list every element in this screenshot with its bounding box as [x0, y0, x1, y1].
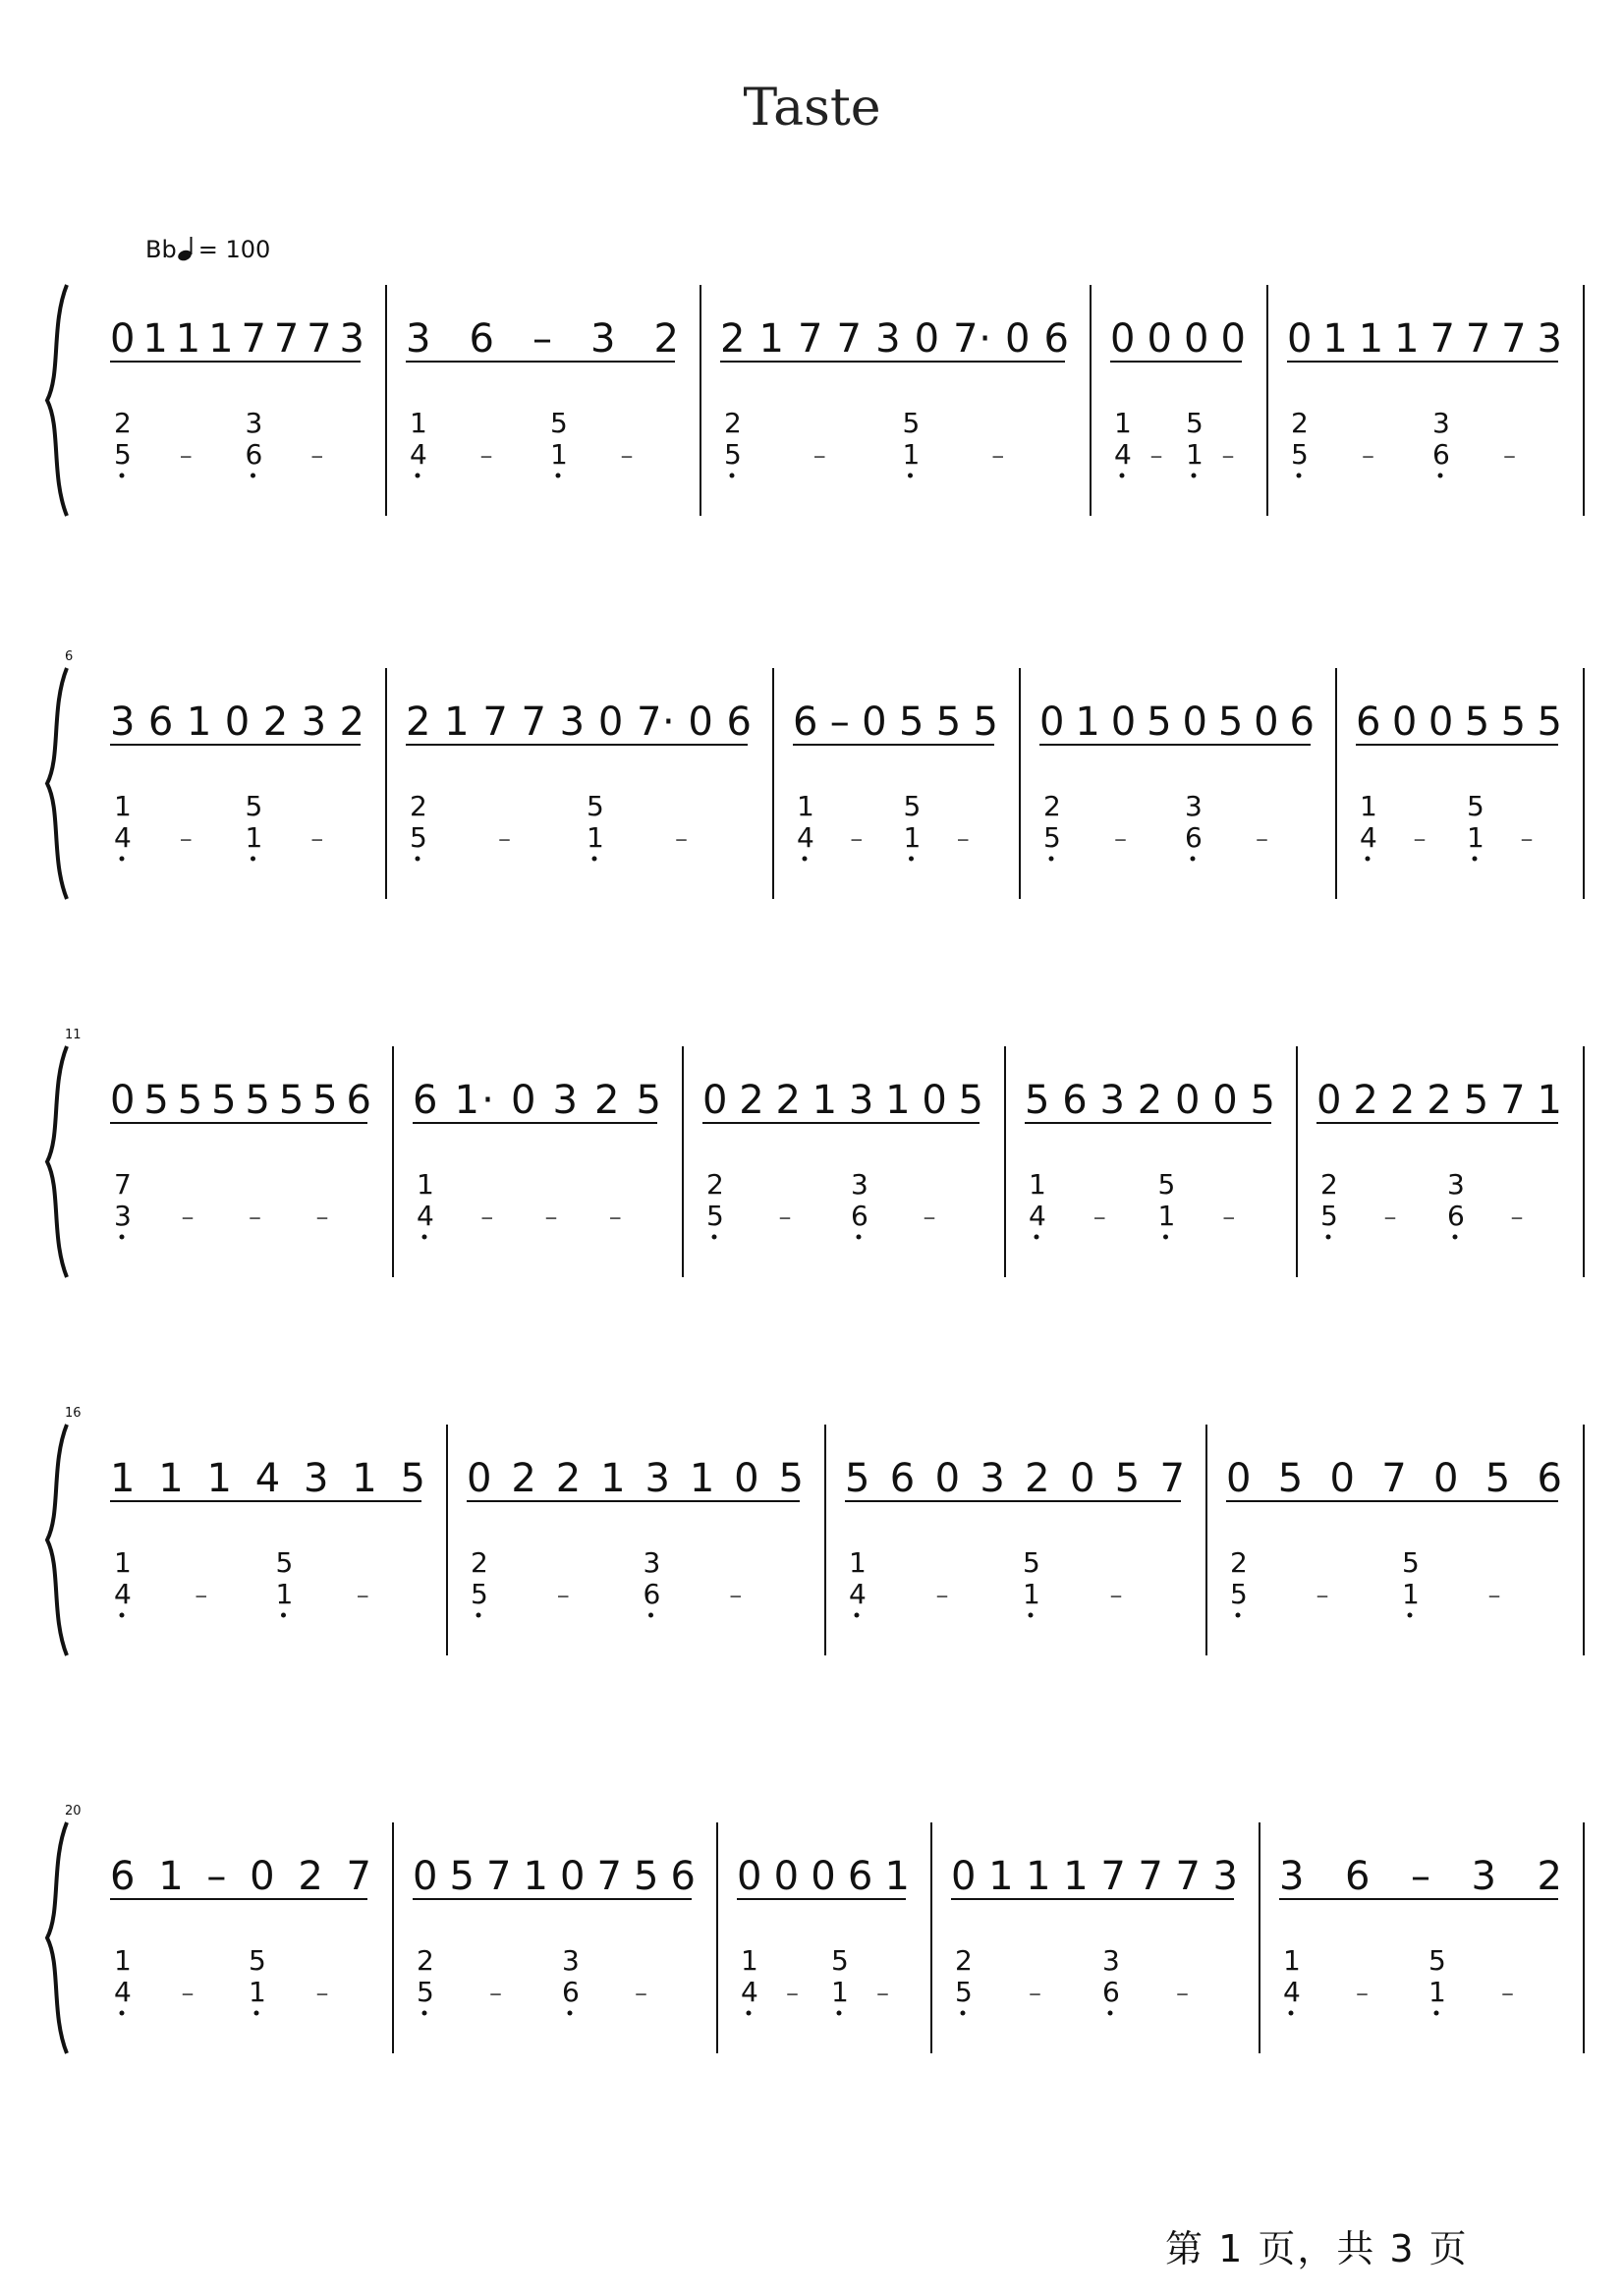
sustain-dash: –	[635, 1979, 647, 2008]
bass-upper-note: 3	[643, 1546, 661, 1579]
bass-upper-note: 5	[275, 1546, 294, 1579]
bass-lower-note: 1	[245, 821, 263, 854]
sustain-dash: –	[498, 824, 511, 854]
sustain-dash: –	[620, 441, 634, 471]
bass-lower-note: 5	[114, 438, 132, 471]
bass-upper-note: 2	[724, 407, 742, 439]
octave-dot	[1192, 474, 1197, 478]
sustain-dash: –	[479, 441, 493, 471]
octave-dot	[1163, 1235, 1168, 1240]
bass-lower-note: 1	[902, 438, 921, 471]
bass-upper-note: 5	[587, 790, 604, 822]
bass-lower-note: 4	[114, 1976, 132, 2008]
octave-dot	[251, 474, 255, 478]
sustain-dash: –	[935, 1581, 949, 1610]
bass-upper-note: 2	[417, 1944, 434, 1977]
bass-upper-note: 2	[410, 790, 427, 822]
octave-dot	[908, 474, 913, 478]
bass-upper-note: 2	[471, 1546, 488, 1579]
sustain-dash: –	[778, 1203, 792, 1232]
bass-upper-note: 1	[741, 1944, 758, 1977]
sustain-dash: –	[923, 1203, 936, 1232]
bass-upper-note: 3	[245, 407, 263, 439]
sustain-dash: –	[310, 441, 324, 471]
bass-lower-note: 5	[1230, 1578, 1248, 1610]
sustain-dash: –	[1510, 1203, 1524, 1232]
octave-dot	[416, 474, 420, 478]
sustain-dash: –	[249, 1203, 261, 1232]
melody-notes: 6 0 0 5 5 5	[1356, 700, 1562, 745]
bass-upper-note: 1	[1283, 1944, 1301, 1977]
bass-upper-note: 5	[902, 407, 921, 439]
bass-lower-note: 1	[1023, 1578, 1040, 1610]
sustain-dash: –	[544, 1203, 558, 1232]
bass-lower-note: 4	[114, 821, 132, 854]
bass-lower-note: 6	[1102, 1976, 1120, 2008]
sustain-dash: –	[876, 1979, 889, 2008]
bass-lower-note: 4	[1114, 438, 1132, 471]
sustain-dash: –	[1222, 1203, 1236, 1232]
bass-lower-note: 1	[903, 821, 922, 854]
measure-number: 16	[65, 1406, 82, 1421]
bass-lower-note: 6	[643, 1578, 661, 1610]
melody-notes: 0 2 2 1 3 1 0 5	[467, 1456, 804, 1501]
bass-lower-note: 1	[1157, 1200, 1176, 1232]
octave-dot	[1049, 857, 1054, 862]
bass-lower-note: 6	[1185, 821, 1203, 854]
bass-lower-note: 4	[1360, 821, 1377, 854]
octave-dot	[120, 474, 125, 478]
sustain-dash: –	[850, 824, 864, 854]
bass-upper-note: 2	[706, 1168, 724, 1201]
octave-dot	[1289, 2011, 1294, 2016]
sustain-dash: –	[181, 1203, 195, 1232]
octave-dot	[1120, 474, 1125, 478]
sustain-dash: –	[608, 1203, 622, 1232]
sustain-dash: –	[1176, 1979, 1189, 2008]
octave-dot	[251, 857, 255, 862]
melody-notes: 2 1 7 7 3 0 7· 0 6	[720, 316, 1069, 362]
octave-dot	[855, 1613, 860, 1618]
bass-upper-note: 3	[1102, 1944, 1120, 1977]
bass-upper-note: 1	[114, 1944, 132, 1977]
sustain-dash: –	[179, 824, 193, 854]
bass-upper-note: 5	[249, 1944, 266, 1977]
melody-notes: 3 6 1 0 2 3 2	[110, 700, 364, 745]
melody-notes: 0 0 0 6 1	[737, 1854, 910, 1899]
sustain-dash: –	[1114, 824, 1127, 854]
bass-upper-note: 5	[1023, 1546, 1040, 1579]
bass-lower-note: 6	[245, 438, 263, 471]
bass-lower-note: 6	[851, 1200, 868, 1232]
octave-dot	[909, 857, 914, 862]
octave-dot	[730, 474, 735, 478]
sustain-dash: –	[480, 1203, 494, 1232]
melody-notes: 0 2 2 2 5 7 1	[1316, 1078, 1562, 1123]
bass-lower-note: 5	[1043, 821, 1061, 854]
bass-upper-note: 5	[1157, 1168, 1176, 1201]
octave-dot	[1408, 1613, 1413, 1618]
octave-dot	[1438, 474, 1443, 478]
sustain-dash: –	[179, 441, 193, 471]
octave-dot	[857, 1235, 862, 1240]
score-title: Taste	[743, 79, 881, 138]
melody-notes: 3 6 – 3 2	[1279, 1854, 1562, 1899]
octave-dot	[747, 2011, 752, 2016]
octave-dot	[120, 2011, 125, 2016]
sustain-dash: –	[956, 824, 970, 854]
melody-notes: 6 1· 0 3 2 5	[413, 1078, 661, 1123]
bass-upper-note: 5	[1467, 790, 1484, 822]
octave-dot	[422, 1235, 427, 1240]
melody-notes: 5 6 3 2 0 0 5	[1025, 1078, 1275, 1123]
sustain-dash: –	[1413, 824, 1427, 854]
octave-dot	[281, 1613, 286, 1618]
key-signature: Bb	[145, 236, 177, 263]
bass-upper-note: 5	[831, 1944, 849, 1977]
octave-dot	[1236, 1613, 1241, 1618]
grand-staff-brace	[47, 1425, 67, 1655]
octave-dot	[568, 2011, 573, 2016]
sustain-dash: –	[786, 1979, 799, 2008]
octave-dot	[1453, 1235, 1458, 1240]
sustain-dash: –	[1256, 824, 1268, 854]
melody-notes: 3 6 – 3 2	[406, 316, 679, 362]
sustain-dash: –	[812, 441, 826, 471]
octave-dot	[254, 2011, 259, 2016]
sustain-dash: –	[991, 441, 1005, 471]
bass-lower-note: 5	[1291, 438, 1309, 471]
bass-upper-note: 1	[797, 790, 814, 822]
octave-dot	[837, 2011, 842, 2016]
bass-lower-note: 5	[417, 1976, 434, 2008]
bass-lower-note: 1	[587, 821, 604, 854]
bass-upper-note: 3	[1185, 790, 1203, 822]
bass-lower-note: 4	[797, 821, 814, 854]
octave-dot	[592, 857, 597, 862]
octave-dot	[961, 2011, 966, 2016]
bass-lower-note: 1	[550, 438, 568, 471]
bass-lower-note: 4	[1283, 1976, 1301, 2008]
grand-staff-brace	[47, 668, 67, 899]
grand-staff-brace	[47, 1822, 67, 2053]
bass-upper-note: 2	[114, 407, 132, 439]
bass-lower-note: 4	[741, 1976, 758, 2008]
bass-lower-note: 5	[471, 1578, 488, 1610]
sustain-dash: –	[729, 1581, 743, 1610]
sustain-dash: –	[675, 824, 688, 854]
sustain-dash: –	[1501, 1979, 1514, 2008]
bass-upper-note: 1	[417, 1168, 434, 1201]
octave-dot	[1473, 857, 1478, 862]
bass-upper-note: 1	[114, 1546, 132, 1579]
bass-lower-note: 1	[249, 1976, 266, 2008]
bass-lower-note: 1	[1402, 1578, 1420, 1610]
bass-upper-note: 5	[903, 790, 922, 822]
octave-dot	[1029, 1613, 1034, 1618]
bass-lower-note: 5	[955, 1976, 973, 2008]
bass-upper-note: 1	[1360, 790, 1377, 822]
sustain-dash: –	[1362, 441, 1374, 471]
melody-notes: 0 1 0 5 0 5 0 6	[1039, 700, 1315, 745]
grand-staff-brace	[47, 1046, 67, 1277]
bass-upper-note: 2	[955, 1944, 973, 1977]
bass-lower-note: 1	[1428, 1976, 1446, 2008]
melody-notes: 0 1 1 1 7 7 7 3	[951, 1854, 1238, 1899]
sustain-dash: –	[315, 1203, 329, 1232]
melody-notes: 2 1 7 7 3 0 7· 0 6	[406, 700, 752, 745]
grand-staff-brace	[47, 285, 67, 516]
measure-number: 20	[65, 1804, 82, 1819]
octave-dot	[416, 857, 420, 862]
octave-dot	[556, 474, 561, 478]
bass-upper-note: 2	[1320, 1168, 1338, 1201]
bass-lower-note: 3	[114, 1200, 132, 1232]
measure-number: 11	[65, 1028, 82, 1042]
melody-notes: 0 1 1 1 7 7 7 3	[110, 316, 364, 362]
bass-lower-note: 5	[1320, 1200, 1338, 1232]
octave-dot	[1326, 1235, 1331, 1240]
bass-upper-note: 7	[114, 1168, 132, 1201]
bass-upper-note: 5	[550, 407, 568, 439]
sustain-dash: –	[1503, 441, 1516, 471]
sustain-dash: –	[1092, 1203, 1106, 1232]
melody-notes: 0 5 0 7 0 5 6	[1226, 1456, 1562, 1501]
octave-dot	[120, 857, 125, 862]
octave-dot	[648, 1613, 653, 1618]
bass-lower-note: 1	[275, 1578, 294, 1610]
octave-dot	[1035, 1235, 1039, 1240]
sustain-dash: –	[1029, 1979, 1041, 2008]
melody-notes: 5 6 0 3 2 0 5 7	[845, 1456, 1185, 1501]
page-footer: 第 1 页，共 3 页	[1165, 2227, 1469, 2270]
bass-lower-note: 6	[1432, 438, 1450, 471]
sustain-dash: –	[556, 1581, 570, 1610]
octave-dot	[476, 1613, 481, 1618]
bass-upper-note: 1	[114, 790, 132, 822]
sustain-dash: –	[1487, 1581, 1501, 1610]
melody-notes: 1 1 1 4 3 1 5	[110, 1456, 425, 1501]
bass-upper-note: 2	[1043, 790, 1061, 822]
bass-upper-note: 5	[1186, 407, 1204, 439]
octave-dot	[1191, 857, 1196, 862]
bass-lower-note: 5	[724, 438, 742, 471]
sustain-dash: –	[1356, 1979, 1369, 2008]
bass-lower-note: 1	[1186, 438, 1204, 471]
melody-notes: 0 2 2 1 3 1 0 5	[702, 1078, 983, 1123]
bass-lower-note: 4	[114, 1578, 132, 1610]
bass-upper-note: 3	[562, 1944, 580, 1977]
melody-notes: 6 1 – 0 2 7	[110, 1854, 371, 1899]
octave-dot	[1434, 2011, 1439, 2016]
bass-lower-note: 4	[1029, 1200, 1046, 1232]
melody-notes: 0 5 7 1 0 7 5 6	[413, 1854, 696, 1899]
octave-dot	[803, 857, 808, 862]
bass-lower-note: 1	[1467, 821, 1484, 854]
bass-upper-note: 1	[410, 407, 427, 439]
bass-lower-note: 4	[849, 1578, 867, 1610]
octave-dot	[1108, 2011, 1113, 2016]
bass-upper-note: 5	[245, 790, 263, 822]
bass-upper-note: 3	[1432, 407, 1450, 439]
melody-notes: 0 0 0 0	[1110, 316, 1246, 362]
bass-upper-note: 3	[1447, 1168, 1465, 1201]
bass-lower-note: 1	[831, 1976, 849, 2008]
sustain-dash: –	[315, 1979, 329, 2008]
bass-upper-note: 1	[1114, 407, 1132, 439]
sustain-dash: –	[489, 1979, 502, 2008]
sustain-dash: –	[195, 1581, 208, 1610]
bass-lower-note: 5	[410, 821, 427, 854]
octave-dot	[1297, 474, 1302, 478]
bass-lower-note: 4	[417, 1200, 434, 1232]
sustain-dash: –	[181, 1979, 195, 2008]
sustain-dash: –	[1383, 1203, 1397, 1232]
bass-lower-note: 6	[1447, 1200, 1465, 1232]
bass-lower-note: 6	[562, 1976, 580, 2008]
melody-notes: 0 1 1 1 7 7 7 3	[1287, 316, 1562, 362]
octave-dot	[712, 1235, 717, 1240]
octave-dot	[422, 2011, 427, 2016]
octave-dot	[120, 1235, 125, 1240]
bass-lower-note: 5	[706, 1200, 724, 1232]
bass-lower-note: 4	[410, 438, 427, 471]
octave-dot	[1366, 857, 1371, 862]
bass-upper-note: 2	[1230, 1546, 1248, 1579]
bass-upper-note: 2	[1291, 407, 1309, 439]
bass-upper-note: 1	[1029, 1168, 1046, 1201]
sustain-dash: –	[356, 1581, 369, 1610]
bass-upper-note: 5	[1402, 1546, 1420, 1579]
sustain-dash: –	[1109, 1581, 1123, 1610]
melody-notes: 6 – 0 5 5 5	[793, 700, 998, 745]
octave-dot	[120, 1613, 125, 1618]
sustain-dash: –	[1149, 441, 1163, 471]
melody-notes: 0 5 5 5 5 5 5 6	[110, 1078, 371, 1123]
bass-upper-note: 5	[1428, 1944, 1446, 1977]
tempo-value: = 100	[197, 236, 271, 263]
sustain-dash: –	[310, 824, 324, 854]
measure-number: 6	[65, 649, 74, 664]
sustain-dash: –	[1316, 1581, 1329, 1610]
sustain-dash: –	[1221, 441, 1235, 471]
bass-upper-note: 1	[849, 1546, 867, 1579]
bass-upper-note: 3	[851, 1168, 868, 1201]
sustain-dash: –	[1520, 824, 1534, 854]
